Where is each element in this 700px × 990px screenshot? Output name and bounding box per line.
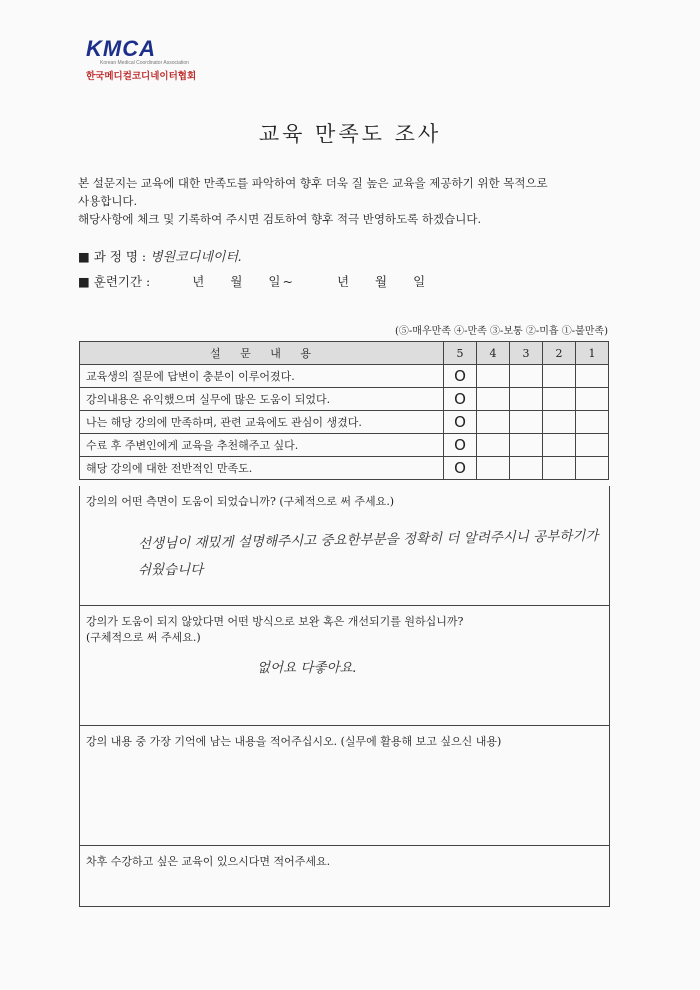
- score-cell-4[interactable]: [477, 434, 510, 457]
- score-cell-2[interactable]: [543, 411, 576, 434]
- score-header-5: 5: [444, 342, 477, 365]
- intro-line-2: 사용합니다.: [78, 194, 138, 208]
- end-year: 년: [336, 274, 352, 289]
- question-text: 강의내용은 유익했으며 실무에 많은 도움이 되었다.: [80, 388, 444, 411]
- training-period-label: ■ 훈련기간 :: [78, 274, 151, 289]
- score-cell-2[interactable]: [543, 457, 576, 480]
- scale-legend: (⑤-매우만족 ④-만족 ③-보통 ②-미흡 ①-불만족): [395, 326, 608, 337]
- question-2-line-1: 강의가 도움이 되지 않았다면 어떤 방식으로 보완 혹은 개선되기를 원하십니까?: [86, 615, 464, 628]
- question-1-answer-line-1: 선생님이 재밌게 설명해주시고 중요한부분을 정확히 더 알려주시니 공부하기가: [137, 527, 599, 553]
- question-text: 해당 강의에 대한 전반적인 만족도.: [80, 457, 444, 480]
- score-cell-5[interactable]: O: [444, 388, 477, 411]
- score-cell-3[interactable]: [510, 411, 543, 434]
- question-2-box[interactable]: [79, 606, 610, 726]
- score-cell-3[interactable]: [510, 365, 543, 388]
- question-4-box[interactable]: [79, 846, 610, 907]
- survey-header: 설 문 내 용: [80, 342, 444, 365]
- intro-line-1: 본 설문지는 교육에 대한 만족도를 파악하여 향후 더욱 질 높은 교육을 제공하기 위한 목적으로: [78, 176, 548, 190]
- start-year: 년: [192, 274, 207, 289]
- course-name-row: [78, 246, 445, 272]
- table-row: [80, 388, 609, 411]
- question-2-text: [86, 614, 609, 646]
- table-row: [80, 457, 609, 480]
- intro-text: [78, 174, 618, 228]
- logo-subtitle: Korean Medical Coordinator Association: [100, 60, 189, 66]
- start-month: 월: [230, 274, 245, 289]
- score-header-2: 2: [543, 342, 576, 365]
- score-cell-2[interactable]: [543, 365, 576, 388]
- score-cell-5[interactable]: O: [444, 434, 477, 457]
- course-name-value[interactable]: 병원코디네이터.: [150, 250, 243, 265]
- question-4-text: 차후 수강하고 싶은 교육이 있으시다면 적어주세요.: [86, 855, 331, 868]
- score-header-1: 1: [576, 342, 609, 365]
- kmca-logo: [86, 36, 206, 82]
- question-2-line-2: (구체적으로 써 주세요.): [86, 631, 201, 644]
- question-1-text: 강의의 어떤 측면이 도움이 되었습니까? (구체적으로 써 주세요.): [86, 495, 395, 508]
- score-cell-1[interactable]: [576, 388, 609, 411]
- score-cell-5[interactable]: O: [444, 365, 477, 388]
- question-text: 교육생의 질문에 답변이 충분이 이루어졌다.: [80, 365, 444, 388]
- score-cell-2[interactable]: [543, 388, 576, 411]
- score-cell-2[interactable]: [543, 434, 576, 457]
- end-month: 월: [375, 274, 390, 289]
- score-cell-1[interactable]: [576, 365, 609, 388]
- score-cell-4[interactable]: [477, 457, 510, 480]
- score-cell-3[interactable]: [510, 388, 543, 411]
- score-cell-3[interactable]: [510, 434, 543, 457]
- score-cell-3[interactable]: [510, 457, 543, 480]
- table-row: [80, 434, 609, 457]
- score-cell-5[interactable]: O: [444, 411, 477, 434]
- end-day: 일: [413, 274, 428, 289]
- question-1-answer-line-2: 쉬웠습니다: [138, 562, 204, 578]
- score-cell-1[interactable]: [576, 434, 609, 457]
- question-2-answer: 없어요 다좋아요.: [257, 660, 357, 676]
- logo-organization: 한국메디컬코디네이터협회: [86, 71, 197, 82]
- score-cell-4[interactable]: [477, 411, 510, 434]
- question-text: 수료 후 주변인에게 교육을 추천해주고 싶다.: [80, 434, 444, 457]
- score-header-3: 3: [510, 342, 543, 365]
- question-3-text: 강의 내용 중 가장 기억에 남는 내용을 적어주십시오. (실무에 활용해 보고 싶으신 내용): [86, 735, 502, 748]
- course-meta: [78, 246, 445, 298]
- table-row: [80, 365, 609, 388]
- score-cell-4[interactable]: [477, 388, 510, 411]
- survey-header-row: [80, 342, 609, 365]
- score-cell-1[interactable]: [576, 457, 609, 480]
- intro-line-3: 해당사항에 체크 및 기록하여 주시면 검토하여 향후 적극 반영하도록 하겠습니다.: [78, 212, 482, 226]
- question-1-box[interactable]: [79, 486, 610, 606]
- question-text: 나는 해당 강의에 만족하며, 관련 교육에도 관심이 생겼다.: [80, 411, 444, 434]
- score-cell-1[interactable]: [576, 411, 609, 434]
- score-header-4: 4: [477, 342, 510, 365]
- table-row: [80, 411, 609, 434]
- training-period-row: [78, 272, 445, 298]
- survey-table: [79, 341, 609, 480]
- question-3-box[interactable]: [79, 726, 610, 846]
- start-day: 일~: [268, 274, 295, 289]
- logo-mark: KMCA: [86, 36, 156, 61]
- score-cell-4[interactable]: [477, 365, 510, 388]
- course-name-label: ■ 과 정 명 :: [78, 249, 147, 264]
- page-title: 교육 만족도 조사: [258, 122, 442, 146]
- training-period-dates[interactable]: [192, 274, 445, 289]
- score-cell-5[interactable]: O: [444, 457, 477, 480]
